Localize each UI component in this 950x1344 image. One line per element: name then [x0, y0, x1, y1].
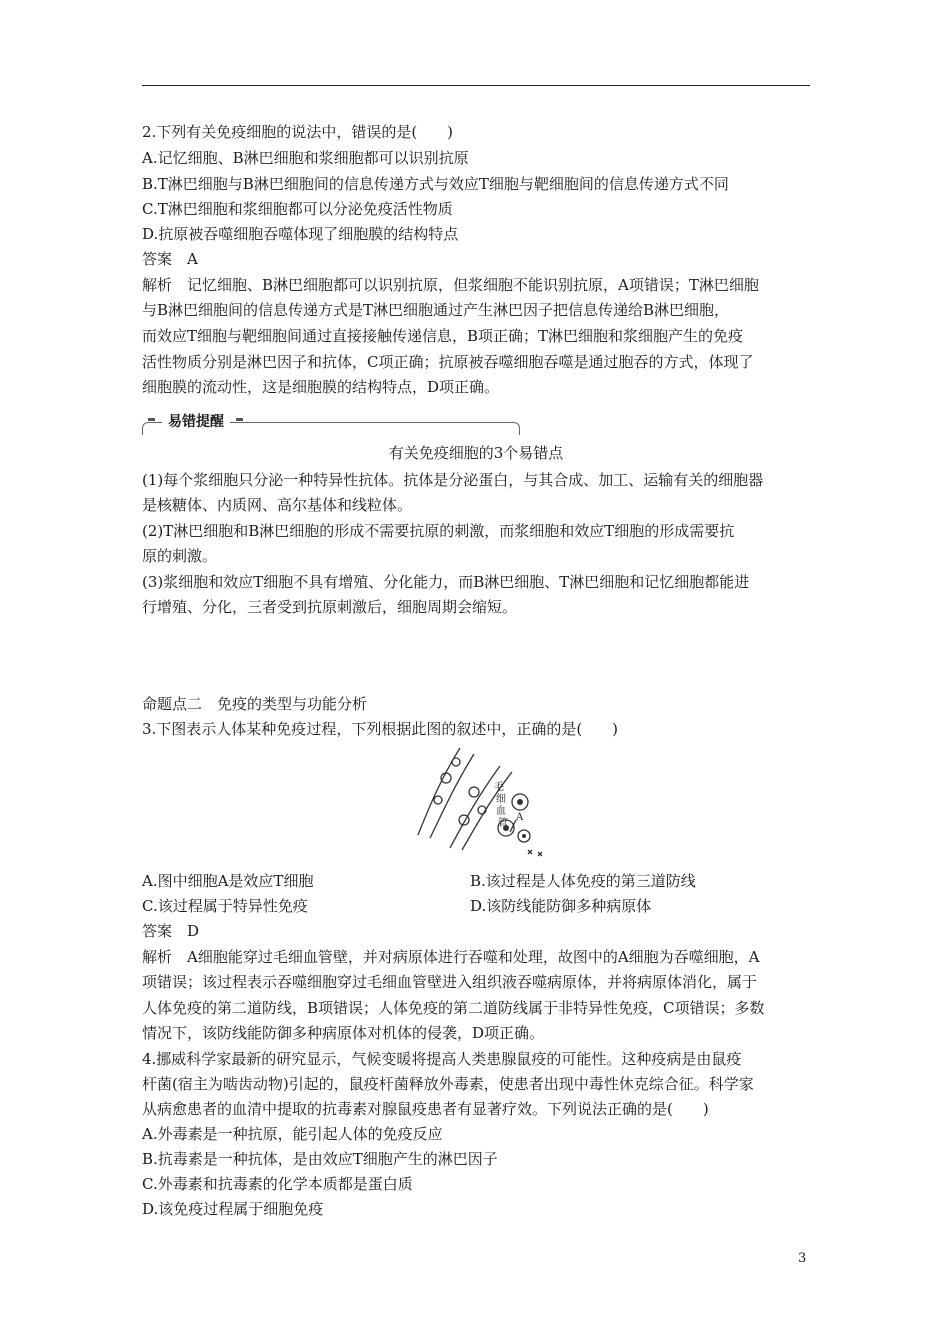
tip-line: 是核糖体、内质网、高尔基体和线粒体。	[142, 496, 413, 514]
q2-analysis-line: 与B淋巴细胞间的信息传递方式是T淋巴细胞通过产生淋巴因子把信息传递给B淋巴细胞，	[142, 301, 730, 319]
q3-analysis-line: 项错误；该过程表示吞噬细胞穿过毛细血管壁进入组织液吞噬病原体，并将病原体消化，属于	[142, 973, 758, 991]
tip-label: 易错提醒	[162, 412, 230, 432]
q4-option-a: A.外毒素是一种抗原，能引起人体的免疫反应	[142, 1125, 443, 1143]
tip-line: (3)浆细胞和效应T细胞不具有增殖、分化能力，而B淋巴细胞、T淋巴细胞和记忆细胞都能进	[142, 573, 750, 591]
tip-mark-icon	[236, 418, 243, 421]
q2-option-d: D.抗原被吞噬细胞吞噬体现了细胞膜的结构特点	[142, 225, 459, 243]
q3-stem: 3.下图表示人体某种免疫过程，下列根据此图的叙述中，正确的是( )	[142, 720, 619, 738]
tip-line: (1)每个浆细胞只分泌一种特异性抗体。抗体是分泌蛋白，与其合成、加工、运输有关的细胞器	[142, 471, 764, 489]
capillary-wall	[418, 748, 460, 835]
tip-line: 原的刺激。	[142, 547, 218, 565]
q3-analysis-line: 情况下，该防线能防御多种病原体对机体的侵袭，D项正确。	[142, 1024, 545, 1042]
header-rule	[142, 85, 810, 86]
q2-answer: 答案 A	[142, 250, 198, 268]
blood-cell	[434, 796, 442, 804]
figure-label: 细	[496, 794, 506, 805]
q2-analysis-line: 而效应T细胞与靶细胞间通过直接接触传递信息，B项正确；T淋巴细胞和浆细胞产生的免疫	[142, 327, 744, 345]
q2-option-a: A.记忆细胞、B淋巴细胞和浆细胞都可以识别抗原	[142, 149, 469, 167]
q4-option-b: B.抗毒素是一种抗体，是由效应T细胞产生的淋巴因子	[142, 1150, 498, 1168]
figure-label-a: A	[516, 812, 524, 823]
q3-option-b: B.该过程是人体免疫的第三道防线	[470, 872, 696, 890]
pathogen	[538, 852, 542, 856]
q2-option-b: B.T淋巴细胞与B淋巴细胞间的信息传递方式与效应T细胞与靶细胞间的信息传递方式不同	[142, 175, 729, 193]
q2-analysis-line: 解析 记忆细胞、B淋巴细胞都可以识别抗原，但浆细胞不能识别抗原，A项错误；T淋巴细胞	[142, 276, 759, 294]
q4-option-d: D.该免疫过程属于细胞免疫	[142, 1200, 324, 1218]
q3-analysis-line: 人体免疫的第二道防线，B项错误；人体免疫的第二道防线属于非特异性免疫，C项错误；多数	[142, 999, 765, 1017]
q2-analysis-line: 细胞膜的流动性，这是细胞膜的结构特点，D项正确。	[142, 378, 500, 396]
capillary-wall	[450, 766, 500, 848]
pathogen	[528, 850, 532, 854]
figure-label: 管	[498, 818, 508, 829]
q2-option-c: C.T淋巴细胞和浆细胞都可以分泌免疫活性物质	[142, 200, 453, 218]
cell-nucleus	[517, 799, 523, 805]
q4-stem-line: 从病愈患者的血清中提取的抗毒素对腺鼠疫患者有显著疗效。下列说法正确的是( )	[142, 1100, 709, 1118]
tip-line: (2)T淋巴细胞和B淋巴细胞的形成不需要抗原的刺激，而浆细胞和效应T细胞的形成需要抗	[142, 522, 735, 540]
q3-option-c: C.该过程属于特异性免疫	[142, 897, 308, 915]
q3-option-d: D.该防线能防御多种病原体	[470, 897, 652, 915]
blood-cell	[452, 758, 460, 766]
q3-option-a: A.图中细胞A是效应T细胞	[142, 872, 314, 890]
figure-label: 毛	[494, 782, 504, 793]
blood-cell	[478, 806, 486, 814]
q4-option-c: C.外毒素和抗毒素的化学本质都是蛋白质	[142, 1175, 413, 1193]
q3-answer: 答案 D	[142, 922, 200, 940]
figure-label: 血	[496, 806, 506, 817]
tip-title: 有关免疫细胞的3个易错点	[388, 444, 564, 462]
blood-cell	[469, 787, 479, 797]
section-title: 命题点二 免疫的类型与功能分析	[142, 695, 368, 713]
cell-nucleus	[522, 834, 526, 838]
page-number: 3	[798, 1251, 807, 1266]
q2-analysis-line: 活性物质分别是淋巴因子和抗体，C项正确；抗原被吞噬细胞吞噬是通过胞吞的方式，体现了	[142, 353, 754, 371]
q2-stem: 2.下列有关免疫细胞的说法中，错误的是( )	[142, 123, 454, 141]
q3-analysis-line: 解析 A细胞能穿过毛细血管壁，并对病原体进行吞噬和处理，故图中的A细胞为吞噬细胞，A	[142, 948, 760, 966]
tip-header	[142, 412, 520, 434]
immune-process-figure	[416, 740, 546, 865]
q4-stem-line: 4.挪威科学家最新的研究显示，气候变暖将提高人类患腺鼠疫的可能性。这种疫病是由鼠疫	[142, 1050, 742, 1068]
q4-stem-line: 杆菌(宿主为啮齿动物)引起的，鼠疫杆菌释放外毒素，使患者出现中毒性休克综合征。科学家	[142, 1075, 754, 1093]
tip-line: 行增殖、分化，三者受到抗原刺激后，细胞周期会缩短。	[142, 598, 518, 616]
tip-mark-icon	[148, 418, 155, 421]
